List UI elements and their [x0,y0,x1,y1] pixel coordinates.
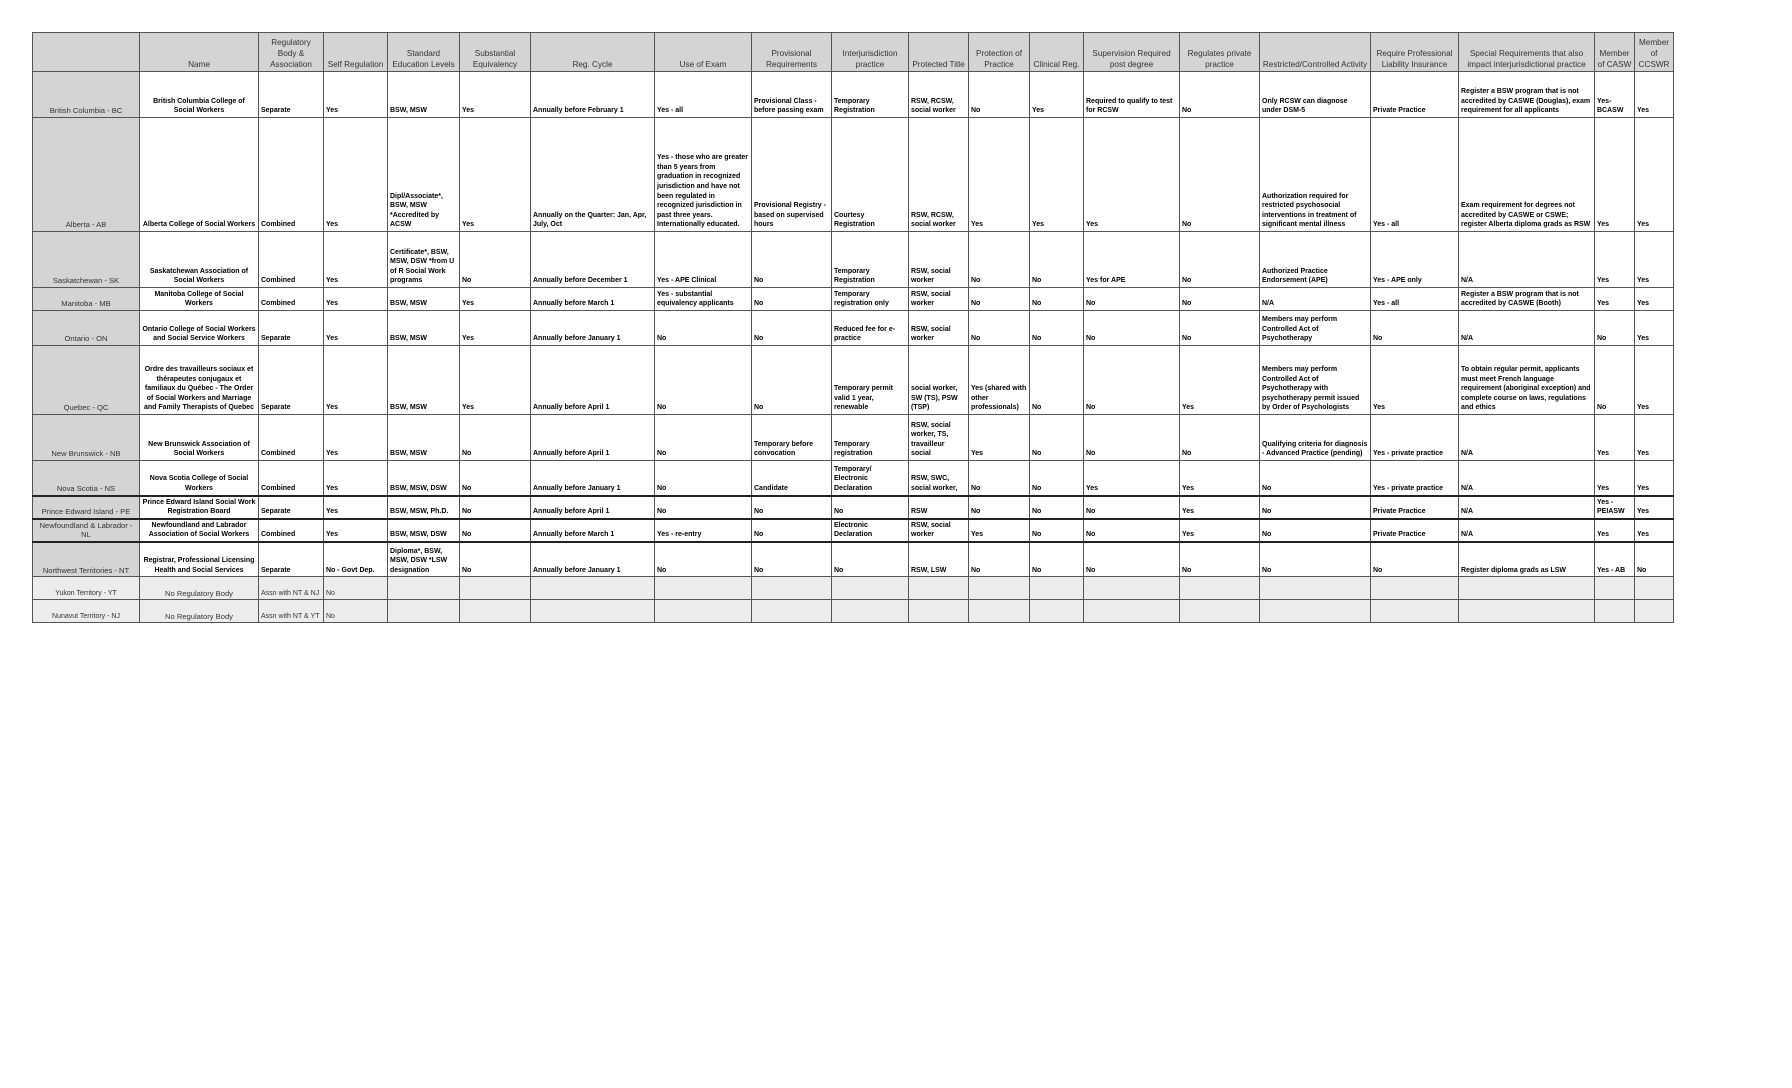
table-cell: Yes [460,311,531,346]
table-cell: N/A [1459,461,1595,496]
table-cell: No [460,496,531,519]
table-cell: No [752,346,832,415]
table-cell: No [1030,346,1084,415]
table-cell: Courtesy Registration [832,118,909,232]
table-cell: Temporary Registration [832,232,909,288]
body-name-cell: Saskatchewan Association of Social Workers [140,232,259,288]
body-name-cell: Ordre des travailleurs sociaux et thérapeutes conjugaux et familiaux du Québec - The Order of Social Workers and Marriage and Family Therapists of Quebec [140,346,259,415]
table-cell: Yes [324,415,388,461]
table-cell: No [1030,288,1084,311]
table-cell: BSW, MSW [388,346,460,415]
table-cell: Assn with NT & NJ [259,577,324,600]
table-cell: Yes - private practice [1371,415,1459,461]
table-cell: Annually on the Quarter: Jan, Apr, July, Oct [531,118,655,232]
table-cell: No [752,288,832,311]
table-cell: Certificate*, BSW, MSW, DSW *from U of R Social Work programs [388,232,460,288]
table-cell: No [1084,346,1180,415]
table-cell: RSW, RCSW, social worker [909,118,969,232]
table-cell: Temporary registration only [832,288,909,311]
table-cell: Annually before February 1 [531,72,655,118]
table-cell: BSW, MSW [388,72,460,118]
province-cell: British Columbia - BC [33,72,140,118]
province-cell: Prince Edward Island - PE [33,496,140,519]
table-cell: Yes [1595,118,1635,232]
table-cell: Yes [1084,461,1180,496]
table-cell: Register a BSW program that is not accredited by CASWE (Douglas), exam requirement for all applicants [1459,72,1595,118]
table-cell [388,600,460,623]
column-header: Protected Title [909,33,969,72]
table-cell [832,577,909,600]
table-cell [1459,577,1595,600]
table-cell: No [1180,415,1260,461]
table-cell: Yes - APE only [1371,232,1459,288]
table-cell: No [1180,288,1260,311]
table-cell: No [655,415,752,461]
column-header: Regulatory Body & Association [259,33,324,72]
table-cell: Yes [324,311,388,346]
body-name-cell: Registrar, Professional Licensing Health and Social Services [140,542,259,577]
table-cell [909,600,969,623]
table-cell [1260,577,1371,600]
table-cell: Yes [460,72,531,118]
table-cell: RSW, SWC, social worker, [909,461,969,496]
table-cell: Yes [1595,288,1635,311]
table-cell: RSW, social worker [909,232,969,288]
table-cell: No [752,232,832,288]
column-header: Require Professional Liability Insurance [1371,33,1459,72]
table-cell: No [460,415,531,461]
table-cell: Yes [460,346,531,415]
table-cell: N/A [1459,311,1595,346]
table-cell: Yes [1635,288,1674,311]
table-cell: No [969,311,1030,346]
table-cell: Combined [259,288,324,311]
body-name-cell: Newfoundland and Labrador Association of Social Workers [140,519,259,542]
table-cell [1260,600,1371,623]
table-cell: BSW, MSW [388,415,460,461]
table-cell: Qualifying criteria for diagnosis - Advanced Practice (pending) [1260,415,1371,461]
table-cell [1459,600,1595,623]
table-cell: No [1260,542,1371,577]
table-cell: BSW, MSW [388,288,460,311]
table-cell: No [969,72,1030,118]
table-cell: Yes [1595,232,1635,288]
table-cell: No - Govt Dep. [324,542,388,577]
table-cell: Yes [1635,311,1674,346]
table-cell: Separate [259,311,324,346]
table-cell: Annually before March 1 [531,288,655,311]
body-name-cell: Alberta College of Social Workers [140,118,259,232]
column-header: Restricted/Controlled Activity [1260,33,1371,72]
table-cell: Temporary Registration [832,72,909,118]
table-cell: Yes [969,118,1030,232]
body-name-cell: Ontario College of Social Workers and Social Service Workers [140,311,259,346]
column-header [33,33,140,72]
table-cell: N/A [1459,519,1595,542]
table-cell: No [324,577,388,600]
table-cell: Combined [259,118,324,232]
column-header: Member of CASW [1595,33,1635,72]
table-row [33,311,1674,346]
column-header: Use of Exam [655,33,752,72]
table-cell [531,577,655,600]
table-cell: Yes - those who are greater than 5 years from graduation in recognized jurisdiction and have not been regulated in recognized jurisdiction in past three years. Internationally educated. [655,118,752,232]
table-cell: Yes - AB [1595,542,1635,577]
table-row [33,72,1674,118]
table-cell: Private Practice [1371,72,1459,118]
table-cell: Provisional Class - before passing exam [752,72,832,118]
column-header: Regulates private practice [1180,33,1260,72]
table-cell: No [752,542,832,577]
column-header: Substantial Equivalency [460,33,531,72]
table-cell: Yes [324,496,388,519]
table-cell: No [969,542,1030,577]
table-cell: No [1260,519,1371,542]
table-cell: Provisional Registry - based on supervised hours [752,118,832,232]
province-cell: Manitoba - MB [33,288,140,311]
table-cell: No [1084,415,1180,461]
body-name-cell: New Brunswick Association of Social Workers [140,415,259,461]
table-row [33,232,1674,288]
table-cell: Yes [1595,519,1635,542]
table-cell [909,577,969,600]
table-cell: BSW, MSW, DSW [388,519,460,542]
table-cell: Combined [259,415,324,461]
table-cell: Annually before December 1 [531,232,655,288]
table-cell: N/A [1459,496,1595,519]
table-cell: Yes [460,288,531,311]
table-cell: RSW, social worker [909,288,969,311]
province-cell: New Brunswick - NB [33,415,140,461]
table-cell: No [969,496,1030,519]
table-cell: Temporary registration [832,415,909,461]
table-cell: Separate [259,496,324,519]
province-cell: Nova Scotia - NS [33,461,140,496]
table-cell: Annually before April 1 [531,415,655,461]
table-cell: No [1030,519,1084,542]
table-cell: Exam requirement for degrees not accredited by CASWE or CSWE; register Alberta diploma grads as RSW [1459,118,1595,232]
table-cell: Separate [259,346,324,415]
table-cell: No [1030,311,1084,346]
table-cell: Annually before January 1 [531,542,655,577]
table-cell [969,577,1030,600]
table-cell: Dipl/Associate*, BSW, MSW *Accredited by ACSW [388,118,460,232]
table-cell [1371,600,1459,623]
column-header: Protection of Practice [969,33,1030,72]
province-cell: Alberta - AB [33,118,140,232]
column-header: Provisional Requirements [752,33,832,72]
table-cell: No [1084,519,1180,542]
table-cell: Yes [324,288,388,311]
table-row [33,288,1674,311]
table-cell: No [1260,496,1371,519]
table-cell: No [324,600,388,623]
table-cell: Yes - PEIASW [1595,496,1635,519]
table-cell [655,577,752,600]
table-cell: Candidate [752,461,832,496]
table-cell: No [752,519,832,542]
table-cell: Yes [1635,519,1674,542]
table-cell [460,600,531,623]
table-cell: No [655,496,752,519]
table-cell: Yes - all [655,72,752,118]
table-cell: Combined [259,519,324,542]
table-cell: Yes [460,118,531,232]
table-cell [969,600,1030,623]
table-cell: Yes [324,118,388,232]
province-cell: Newfoundland & Labrador - NL [33,519,140,542]
table-cell: Authorization required for restricted psychosocial interventions in treatment of significant mental illness [1260,118,1371,232]
table-cell: RSW, LSW [909,542,969,577]
column-header: Supervision Required post degree [1084,33,1180,72]
table-cell: RSW, social worker [909,519,969,542]
table-cell: Yes-BCASW [1595,72,1635,118]
table-cell: Annually before March 1 [531,519,655,542]
table-cell: No [655,542,752,577]
table-body [33,72,1674,623]
table-cell [1595,600,1635,623]
table-cell: Yes [1635,415,1674,461]
table-cell: No [1084,288,1180,311]
table-cell: Annually before April 1 [531,346,655,415]
table-cell: Temporary permit valid 1 year, renewable [832,346,909,415]
table-cell: No [969,461,1030,496]
column-header: Member of CCSWR [1635,33,1674,72]
body-name-cell: No Regulatory Body [140,577,259,600]
table-cell: No [1180,118,1260,232]
table-cell [655,600,752,623]
table-cell: Annually before January 1 [531,311,655,346]
table-cell: Yes [324,461,388,496]
column-header: Self Regulation [324,33,388,72]
table-cell [1180,577,1260,600]
table-cell: No [460,519,531,542]
table-cell: No [460,542,531,577]
table-cell [1030,600,1084,623]
table-cell [1084,600,1180,623]
table-cell: Yes [1371,346,1459,415]
table-row [33,415,1674,461]
table-cell [832,600,909,623]
table-cell [1595,577,1635,600]
table-cell: Yes [1635,232,1674,288]
table-cell: Yes - substantial equivalency applicants [655,288,752,311]
table-cell: N/A [1459,415,1595,461]
table-cell: Yes [1635,118,1674,232]
table-cell: No [1180,542,1260,577]
table-cell: No [460,461,531,496]
table-cell: No [1180,232,1260,288]
table-cell [388,577,460,600]
table-cell: Electronic Declaration [832,519,909,542]
table-cell: No [1595,346,1635,415]
table-cell: Yes [1180,519,1260,542]
column-header: Name [140,33,259,72]
table-cell: No [1180,311,1260,346]
table-cell: Yes [324,72,388,118]
table-cell: No [752,496,832,519]
body-name-cell: Nova Scotia College of Social Workers [140,461,259,496]
table-cell [460,577,531,600]
table-cell: No [1260,461,1371,496]
table-cell [1371,577,1459,600]
table-cell: No [1084,496,1180,519]
table-cell: No [1371,311,1459,346]
table-cell: Yes [324,519,388,542]
table-cell [752,600,832,623]
column-header: Standard Education Levels [388,33,460,72]
table-cell: BSW, MSW [388,311,460,346]
province-cell: Saskatchewan - SK [33,232,140,288]
table-cell: Yes [1635,461,1674,496]
table-cell: Yes [1635,496,1674,519]
table-cell: BSW, MSW, DSW [388,461,460,496]
table-cell: Authorized Practice Endorsement (APE) [1260,232,1371,288]
table-cell: No [1371,542,1459,577]
table-cell: Yes [1595,461,1635,496]
table-cell: Required to qualify to test for RCSW [1084,72,1180,118]
table-cell: No [752,311,832,346]
table-cell: Separate [259,72,324,118]
body-name-cell: No Regulatory Body [140,600,259,623]
table-cell: RSW, social worker [909,311,969,346]
table-cell: Yes [969,415,1030,461]
table-cell: Register a BSW program that is not accredited by CASWE (Booth) [1459,288,1595,311]
table-cell: Temporary/ Electronic Declaration [832,461,909,496]
table-cell [752,577,832,600]
table-cell: No [655,346,752,415]
table-cell: Yes [969,519,1030,542]
table-row [33,519,1674,542]
column-header: Interjurisdiction practice [832,33,909,72]
table-cell: No [832,542,909,577]
table-cell: No [1084,311,1180,346]
table-row [33,346,1674,415]
table-cell: RSW [909,496,969,519]
table-cell [531,600,655,623]
table-cell: No [1030,232,1084,288]
table-cell: Combined [259,461,324,496]
table-cell: social worker, SW (TS), PSW (TSP) [909,346,969,415]
table-cell: No [1180,72,1260,118]
table-cell: Yes - all [1371,118,1459,232]
table-row [33,577,1674,600]
table-cell [1084,577,1180,600]
social-work-regulation-table [32,32,1674,623]
table-cell: No [1030,542,1084,577]
table-row [33,118,1674,232]
header-row [33,33,1674,72]
table-cell: Yes [324,232,388,288]
column-header: Reg. Cycle [531,33,655,72]
table-cell: Yes - all [1371,288,1459,311]
table-cell: No [655,461,752,496]
table-cell: BSW, MSW, Ph.D. [388,496,460,519]
table-cell: Private Practice [1371,519,1459,542]
table-cell: No [1030,461,1084,496]
table-cell: Yes [1180,496,1260,519]
table-cell: Private Practice [1371,496,1459,519]
table-cell: No [1635,542,1674,577]
table-cell: Combined [259,232,324,288]
table-cell [1180,600,1260,623]
table-cell: Yes [324,346,388,415]
table-cell: Only RCSW can diagnose under DSM-5 [1260,72,1371,118]
table-cell: No [655,311,752,346]
table-cell: RSW, RCSW, social worker [909,72,969,118]
table-cell: No [460,232,531,288]
table-cell: To obtain regular permit, applicants must meet French language requirement (aboriginal exception) and complete course on laws, regulations and ethics [1459,346,1595,415]
table-cell: Yes [1635,72,1674,118]
table-cell: No [969,288,1030,311]
table-cell: Yes [1635,346,1674,415]
column-header: Clinical Reg. [1030,33,1084,72]
province-cell: Nunavut Territory - NJ [33,600,140,623]
table-cell: No [1030,496,1084,519]
province-cell: Ontario - ON [33,311,140,346]
table-cell: No [832,496,909,519]
table-cell: Temporary before convocation [752,415,832,461]
table-row [33,496,1674,519]
province-cell: Quebec - QC [33,346,140,415]
table-cell: Yes [1084,118,1180,232]
table-cell: Register diploma grads as LSW [1459,542,1595,577]
table-cell: Annually before January 1 [531,461,655,496]
table-cell: Yes - private practice [1371,461,1459,496]
table-cell: Yes [1030,72,1084,118]
table-cell: Annually before April 1 [531,496,655,519]
table-row [33,461,1674,496]
column-header: Special Requirements that also impact interjurisdictional practice [1459,33,1595,72]
table-cell: N/A [1459,232,1595,288]
table-cell: Separate [259,542,324,577]
table-cell: Yes [1180,346,1260,415]
table-cell: Assn with NT & YT [259,600,324,623]
table-row [33,542,1674,577]
table-cell: RSW, social worker, TS, travailleur social [909,415,969,461]
table-cell: Members may perform Controlled Act of Psychotherapy [1260,311,1371,346]
table-row [33,600,1674,623]
table-cell: No [1030,415,1084,461]
body-name-cell: Manitoba College of Social Workers [140,288,259,311]
province-cell: Northwest Territories - NT [33,542,140,577]
province-cell: Yukon Territory - YT [33,577,140,600]
table-cell: Yes [1030,118,1084,232]
table-cell: No [969,232,1030,288]
table-cell: Yes (shared with other professionals) [969,346,1030,415]
table-cell [1030,577,1084,600]
table-cell: Yes [1180,461,1260,496]
table-cell [1635,577,1674,600]
table-cell: Members may perform Controlled Act of Psychotherapy with psychotherapy permit issued by Order of Psychologists [1260,346,1371,415]
table-cell [1635,600,1674,623]
table-cell: Yes - APE Clinical [655,232,752,288]
table-cell: Diploma*, BSW, MSW, DSW *LSW designation [388,542,460,577]
table-cell: Yes for APE [1084,232,1180,288]
table-cell: No [1084,542,1180,577]
table-cell: Reduced fee for e-practice [832,311,909,346]
table-cell: Yes [1595,415,1635,461]
table-cell: N/A [1260,288,1371,311]
body-name-cell: Prince Edward Island Social Work Registration Board [140,496,259,519]
table-cell: No [1595,311,1635,346]
body-name-cell: British Columbia College of Social Workers [140,72,259,118]
table-cell: Yes - re-entry [655,519,752,542]
